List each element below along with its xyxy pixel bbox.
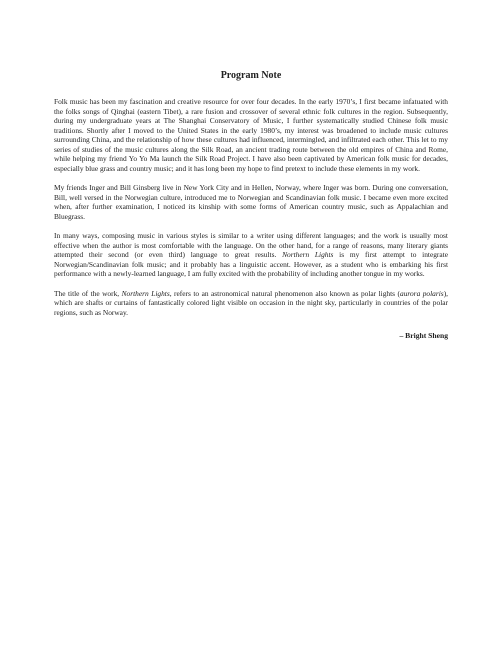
paragraph-friends — [54, 183, 448, 221]
paragraph-text: ), which are shafts or curtains of fantastically colored light visible on occasion in the night sky, particularly in countries of the polar regions, such as Norway. — [54, 288, 448, 317]
paragraph-composing-styles — [54, 231, 448, 279]
work-title-italic: Northern Lights — [282, 250, 334, 259]
author-signature: – Bright Sheng — [399, 331, 448, 340]
paragraph-title-meaning — [54, 289, 448, 318]
aurora-polaris-italic: aurora polaris — [400, 288, 444, 298]
program-note-body — [54, 97, 448, 317]
paragraph-text: , refers to an astronomical natural phenomenon also known as polar lights ( — [169, 288, 400, 298]
paragraph-text: is my first attempt to integrate Norwegian/Scandinavian folk music; and it probably has a linguistic accent. However, as a student who is embarking his first performance with a newly-learned language, I am fully excited with the probability of including another tongue in my works. — [54, 250, 448, 278]
paragraph-text: Folk music has been my fascination and creative resource for over four decades. In the early 1970’s, I first became infatuated with the folks songs of Qinghai (eastern Tibet), a rare fusion and crossover of several ethnic folk cultures in the region. Subsequently, during my undergraduate years at The Shanghai Conservatory of Music, I further systematically studied Chinese folk music traditions. Shortly after I moved to the United States in the early 1980’s, my interest was broadened to include music cultures surrounding China, and the relationship of how these cultures had influenced, intermingled, and infiltrated each other. This let to my series of studies of the music cultures along the Silk Road, an ancient trading route between the old empires of China and Rome, while helping my friend Yo Yo Ma launch the Silk Road Project. I have also been captivated by American folk music for decades, especially blue grass and country music; and it has long been my hope to find pretext to include these elements in my work. — [54, 97, 448, 173]
work-title-italic: Northern Lights — [121, 288, 170, 298]
paragraph-text: In many ways, composing music in various styles is similar to a writer using different languages; and the work is usually most effective when the author is most comfortable with the language. On the other hand, for a range of reasons, many literary giants attempted their second (or even third) language to great results. — [54, 231, 448, 259]
program-note-page — [54, 70, 448, 341]
page-title: Program Note — [220, 70, 282, 81]
paragraph-folk-music — [54, 97, 448, 173]
paragraph-text: My friends Inger and Bill Ginsberg live in New York City and in Hellen, Norway, where Inger was born. During one conversation, Bill, well versed in the Norwegian culture, introduced me to Norwegian and Scandinavian folk music. I became even more excited when, after further examination, I noticed its kinship with some forms of American country music, such as Appalachian and Bluegrass. — [54, 183, 448, 221]
paragraph-text: The title of the work, — [54, 288, 122, 298]
